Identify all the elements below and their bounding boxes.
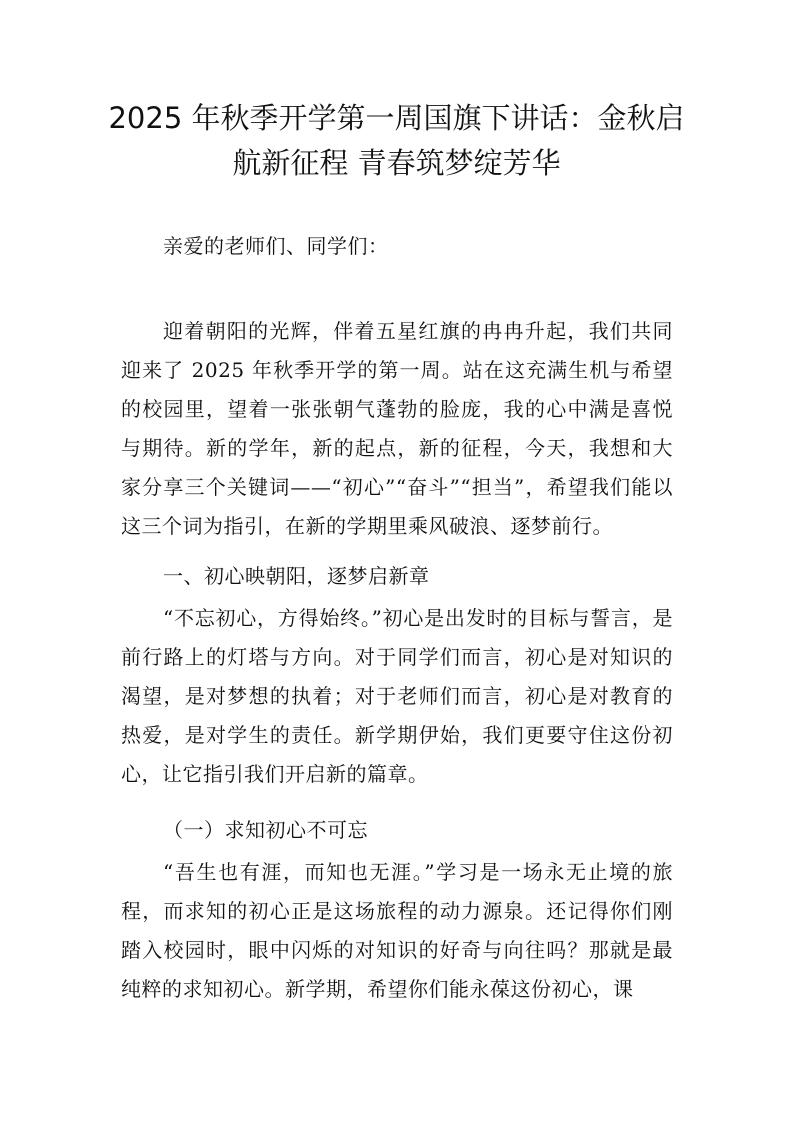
document-title xyxy=(100,96,693,186)
title-line-1: 2025 年秋季开学第一周国旗下讲话：金秋启 xyxy=(108,101,685,135)
paragraph-initial-heart: “不忘初心，方得始终。”初心是出发时的目标与誓言，是前行路上的灯塔与方向。对于同学们而言，初心是对知识的渴望，是对梦想的执着；对于老师们而言，初心是对教育的热爱，是对学生的责任。新学期伊始，我们更要守住这份初心，让它指引我们开启新的篇章。 xyxy=(121,606,673,786)
salutation: 亲爱的老师们、同学们： xyxy=(163,234,389,258)
paragraph-learning: “吾生也有涯，而知也无涯。”学习是一场永无止境的旅程，而求知的初心正是这场旅程的动力源泉。还记得你们刚踏入校园时，眼中闪烁的对知识的好奇与向往吗？那就是最纯粹的求知初心。新学期，希望你们能永葆这份初心，课 xyxy=(121,860,673,1001)
section-heading-1: 一、初心映朝阳，逐梦启新章 xyxy=(163,564,430,588)
paragraph-intro: 迎着朝阳的光辉，伴着五星红旗的冉冉升起，我们共同迎来了 2025 年秋季开学的第一周。站在这充满生机与希望的校园里，望着一张张朝气蓬勃的脸庞，我的心中满是喜悦与期待。新的学年，新的起点，新的征程，今天，我想和大家分享三个关键词——“初心”“奋斗”“担当”，希望我们能以这三个词为指引，在新的学期里乘风破浪、逐梦前行。 xyxy=(121,319,673,538)
subsection-heading-1: （一）求知初心不可忘 xyxy=(163,818,368,842)
title-line-2: 航新征程 青春筑梦绽芳华 xyxy=(232,146,561,180)
